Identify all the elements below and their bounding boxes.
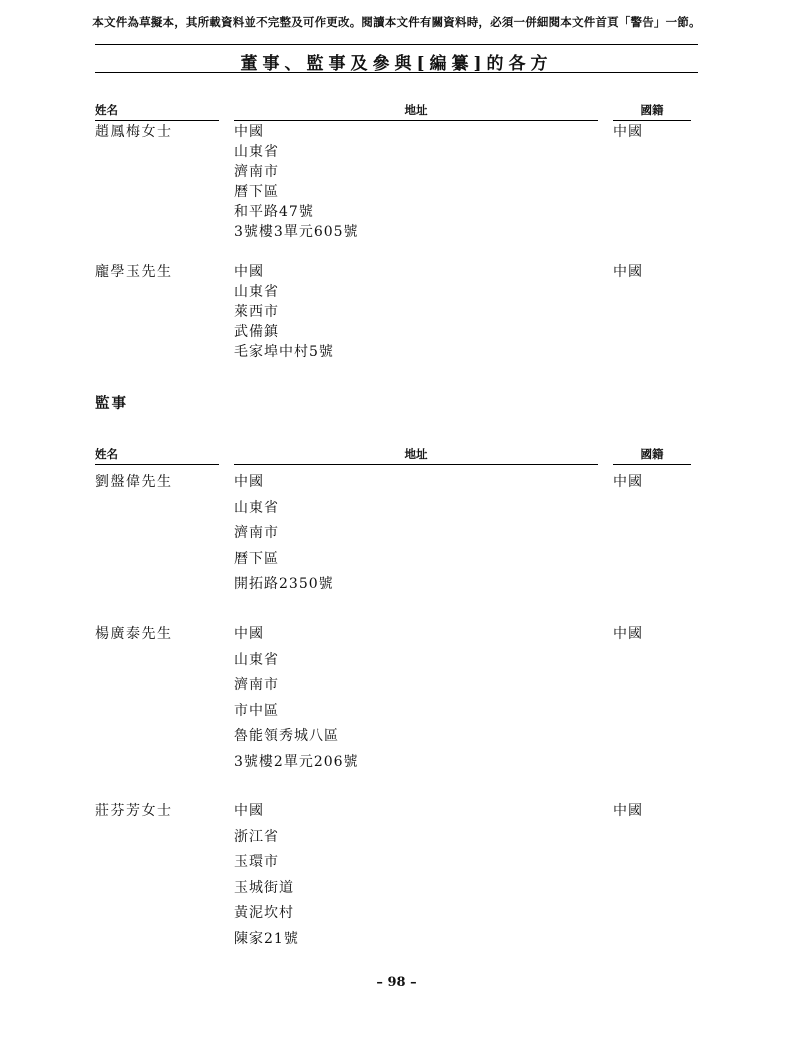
- person-address: [234, 472, 334, 600]
- page-title: 董事、監事及參與[編纂]的各方: [240, 54, 553, 74]
- address-line: 山東省: [234, 651, 279, 668]
- title-rule-top: [95, 44, 698, 45]
- address-line: 玉環市: [234, 854, 279, 870]
- column-header-nationality: 國籍: [613, 446, 691, 465]
- address-line: 中國: [234, 474, 264, 490]
- address-line: 黃泥坎村: [234, 905, 294, 921]
- address-line: 中國: [234, 803, 264, 819]
- address-line: 萊西市: [234, 304, 279, 320]
- person-address: [234, 624, 359, 777]
- person-name: 趙鳳梅女士: [95, 124, 173, 140]
- person-nationality: 中國: [613, 264, 643, 280]
- person-name: 劉盤偉先生: [95, 474, 173, 490]
- address-line: 中國: [234, 626, 264, 642]
- address-line: 濟南市: [234, 164, 279, 180]
- person-name: 楊廣泰先生: [95, 626, 173, 642]
- column-header-name: 姓名: [95, 102, 219, 121]
- person-nationality: 中國: [613, 124, 643, 140]
- address-line: 曆下區: [234, 550, 279, 567]
- column-header-nationality: 國籍: [613, 102, 691, 121]
- address-line: 3號樓3單元605號: [234, 224, 359, 240]
- person-name: 莊芬芳女士: [95, 803, 173, 819]
- person-nationality: 中國: [613, 803, 643, 819]
- title-rule-bottom: [95, 72, 698, 73]
- person-nationality: 中國: [613, 626, 643, 642]
- warning-banner: 本文件為草擬本，其所載資料並不完整及可作更改。閱讀本文件有關資料時，必須一併細閱本文件首頁「警告」一節。: [92, 15, 701, 29]
- address-line: 中國: [234, 264, 264, 280]
- address-line: 毛家埠中村5號: [234, 344, 334, 360]
- address-line: 陳家21號: [234, 930, 299, 947]
- address-line: 濟南市: [234, 525, 279, 541]
- column-header-address: 地址: [234, 446, 598, 465]
- address-line: 中國: [234, 124, 264, 140]
- address-line: 魯能領秀城八區: [234, 728, 339, 744]
- address-line: 武備鎮: [234, 324, 279, 340]
- address-line: 市中區: [234, 702, 279, 719]
- address-line: 3號樓2單元206號: [234, 753, 359, 770]
- person-name: 龐學玉先生: [95, 264, 173, 280]
- person-nationality: 中國: [613, 474, 643, 490]
- address-line: 山東省: [234, 499, 279, 516]
- person-address: [234, 122, 359, 242]
- address-line: 山東省: [234, 144, 279, 160]
- address-line: 開拓路2350號: [234, 576, 334, 592]
- address-line: 浙江省: [234, 828, 279, 845]
- address-line: 濟南市: [234, 677, 279, 693]
- section-heading-supervisors: 監事: [95, 395, 128, 412]
- column-header-address: 地址: [234, 102, 598, 121]
- person-address: [234, 801, 299, 954]
- address-line: 玉城街道: [234, 879, 294, 896]
- address-line: 山東省: [234, 284, 279, 300]
- page-number: – 98 –: [376, 975, 417, 990]
- person-address: [234, 262, 334, 362]
- address-line: 曆下區: [234, 184, 279, 200]
- column-header-name: 姓名: [95, 446, 219, 465]
- address-line: 和平路47號: [234, 204, 314, 220]
